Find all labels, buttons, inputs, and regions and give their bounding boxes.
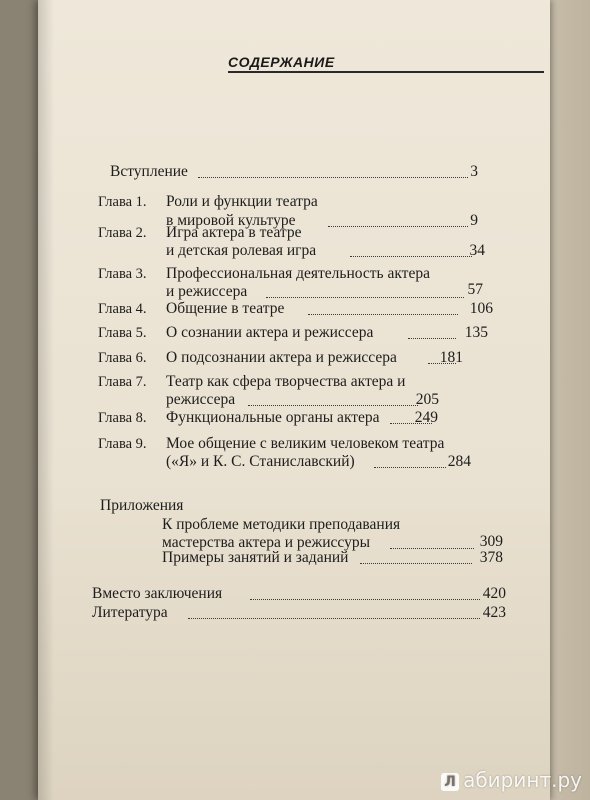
toc-ch2-page: 34 — [469, 242, 485, 259]
toc-ch1-line1: Роли и функции театра — [166, 193, 318, 210]
toc-intro-page: 3 — [470, 163, 478, 180]
toc-leader — [360, 563, 472, 564]
toc-ch5-line1: О сознании актера и режиссера — [166, 324, 374, 341]
toc-intro-label: Вступление — [110, 163, 188, 180]
toc-ch9-line2: («Я» и К. С. Станиславский) — [166, 453, 355, 470]
toc-app1-line2: мастерства актера и режиссуры — [162, 534, 371, 551]
toc-ch6-page: 181 — [439, 349, 463, 366]
toc-ch5-page: 135 — [464, 324, 488, 341]
watermark — [441, 768, 582, 792]
toc-leader — [248, 405, 418, 406]
toc-leader — [266, 297, 464, 298]
toc-ch8-number: Глава 8. — [98, 410, 147, 426]
toc-conclusion-label: Вместо заключения — [92, 585, 223, 602]
toc-ch1-line2: в мировой культуре — [166, 212, 296, 229]
page-title: СОДЕРЖАНИЕ — [228, 54, 335, 70]
toc-leader — [188, 618, 480, 619]
toc-ch7-page: 205 — [415, 391, 439, 408]
toc-ch3-line2: и режиссера — [166, 283, 248, 300]
toc-ch3-line1: Профессиональная деятельность актера — [166, 265, 430, 282]
title-underline — [228, 71, 544, 73]
toc-literature-label: Литература — [92, 604, 168, 621]
toc-app2-page: 378 — [479, 549, 503, 566]
toc-ch8-page: 249 — [414, 409, 438, 426]
toc-ch8-line1: Функциональные органы актера — [166, 409, 380, 426]
toc-leader — [250, 599, 480, 600]
toc-ch3-number: Глава 3. — [98, 266, 147, 282]
toc-ch2-number: Глава 2. — [98, 225, 147, 241]
toc-ch7-number: Глава 7. — [98, 374, 147, 390]
toc-appendix-label: Приложения — [100, 497, 184, 514]
toc-ch7-line1: Театр как сфера творчества актера и — [166, 373, 406, 390]
toc-ch3-page: 57 — [467, 281, 483, 298]
toc-ch9-page: 284 — [447, 453, 471, 470]
toc-conclusion-page: 420 — [482, 585, 506, 602]
labirint-logo-icon: Л — [441, 773, 459, 791]
toc-app2-line1: Примеры занятий и заданий — [162, 549, 349, 566]
toc-ch9-number: Глава 9. — [98, 436, 147, 452]
toc-app1-line1: К проблеме методики преподавания — [162, 516, 401, 533]
book-page — [38, 0, 550, 800]
toc-ch6-line1: О подсознании актера и режиссера — [166, 349, 397, 366]
toc-literature-page: 423 — [482, 604, 506, 621]
toc-ch9-line1: Мое общение с великим человеком театра — [166, 435, 445, 452]
toc-ch2-line2: и детская ролевая игра — [166, 242, 317, 259]
watermark-text: абиринт.ру — [463, 768, 582, 792]
toc-ch4-number: Глава 4. — [98, 301, 147, 317]
toc-ch2-line1: Игра актера в театре — [166, 224, 302, 241]
toc-ch7-line2: режиссера — [166, 391, 236, 408]
toc-app1-page: 309 — [479, 533, 503, 550]
toc-leader — [308, 314, 458, 315]
toc-ch5-number: Глава 5. — [98, 325, 147, 341]
toc-ch6-number: Глава 6. — [98, 350, 147, 366]
toc-ch1-number: Глава 1. — [98, 194, 147, 210]
toc-ch1-page: 9 — [470, 212, 478, 229]
toc-leader — [198, 177, 468, 178]
toc-ch4-page: 106 — [469, 300, 493, 317]
toc-ch4-line1: Общение в театре — [166, 300, 285, 317]
